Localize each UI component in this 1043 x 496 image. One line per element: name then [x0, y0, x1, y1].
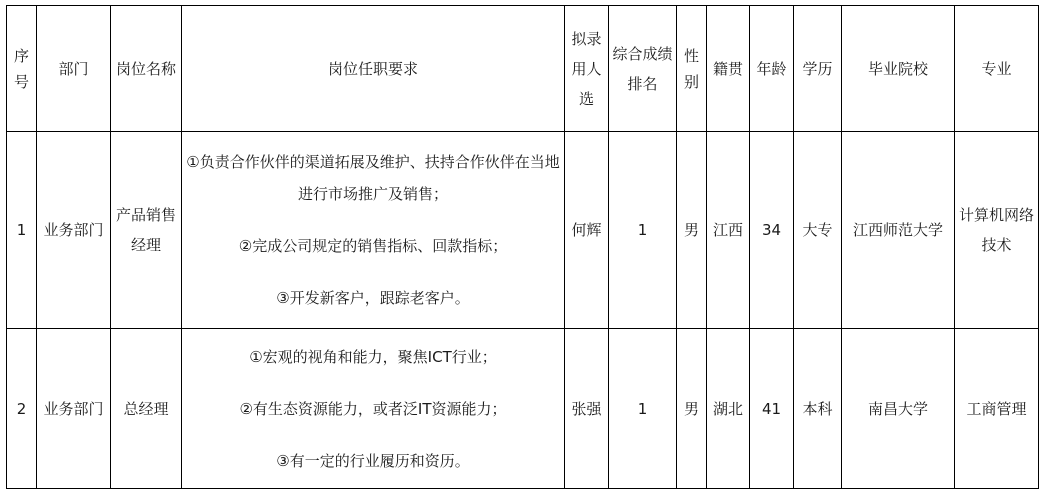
cell-rank: 1 [609, 329, 677, 489]
recruitment-table [6, 5, 1039, 489]
header-position: 岗位名称 [111, 6, 182, 132]
cell-gender: 男 [677, 329, 707, 489]
cell-education: 本科 [794, 329, 842, 489]
header-row [7, 6, 1039, 132]
header-dept: 部门 [37, 6, 111, 132]
requirement-item: ③有一定的行业履历和资历。 [276, 451, 470, 470]
cell-candidate: 何辉 [565, 132, 609, 329]
cell-position: 产品销售经理 [111, 132, 182, 329]
requirement-item: ②有生态资源能力，或者泛IT资源能力； [239, 399, 507, 418]
header-age: 年龄 [750, 6, 794, 132]
table-row [7, 132, 1039, 329]
requirement-item: ③开发新客户，跟踪老客户。 [276, 289, 470, 307]
cell-rank: 1 [609, 132, 677, 329]
header-education: 学历 [794, 6, 842, 132]
cell-requirements [182, 329, 565, 489]
cell-age: 41 [750, 329, 794, 489]
cell-gender: 男 [677, 132, 707, 329]
header-rank: 综合成绩排名 [609, 6, 677, 132]
cell-requirements [182, 132, 565, 329]
cell-school: 南昌大学 [842, 329, 955, 489]
cell-age: 34 [750, 132, 794, 329]
cell-education: 大专 [794, 132, 842, 329]
header-gender: 性别 [677, 6, 707, 132]
cell-dept: 业务部门 [37, 329, 111, 489]
header-school: 毕业院校 [842, 6, 955, 132]
header-native: 籍贯 [707, 6, 750, 132]
cell-major: 计算机网络技术 [955, 132, 1039, 329]
header-seq: 序号 [7, 6, 37, 132]
cell-seq: 2 [7, 329, 37, 489]
cell-dept: 业务部门 [37, 132, 111, 329]
header-requirements: 岗位任职要求 [182, 6, 565, 132]
table-row [7, 329, 1039, 489]
cell-position: 总经理 [111, 329, 182, 489]
cell-native: 江西 [707, 132, 750, 329]
cell-seq: 1 [7, 132, 37, 329]
requirement-item: ②完成公司规定的销售指标、回款指标； [238, 237, 508, 255]
requirement-item: ①宏观的视角和能力，聚焦ICT行业； [249, 347, 497, 366]
cell-native: 湖北 [707, 329, 750, 489]
cell-school: 江西师范大学 [842, 132, 955, 329]
header-major: 专业 [955, 6, 1039, 132]
header-candidate: 拟录用人选 [565, 6, 609, 132]
requirement-item: ①负责合作伙伴的渠道拓展及维护、扶持合作伙伴在当地进行市场推广及销售； [186, 153, 560, 203]
cell-candidate: 张强 [565, 329, 609, 489]
cell-major: 工商管理 [955, 329, 1039, 489]
